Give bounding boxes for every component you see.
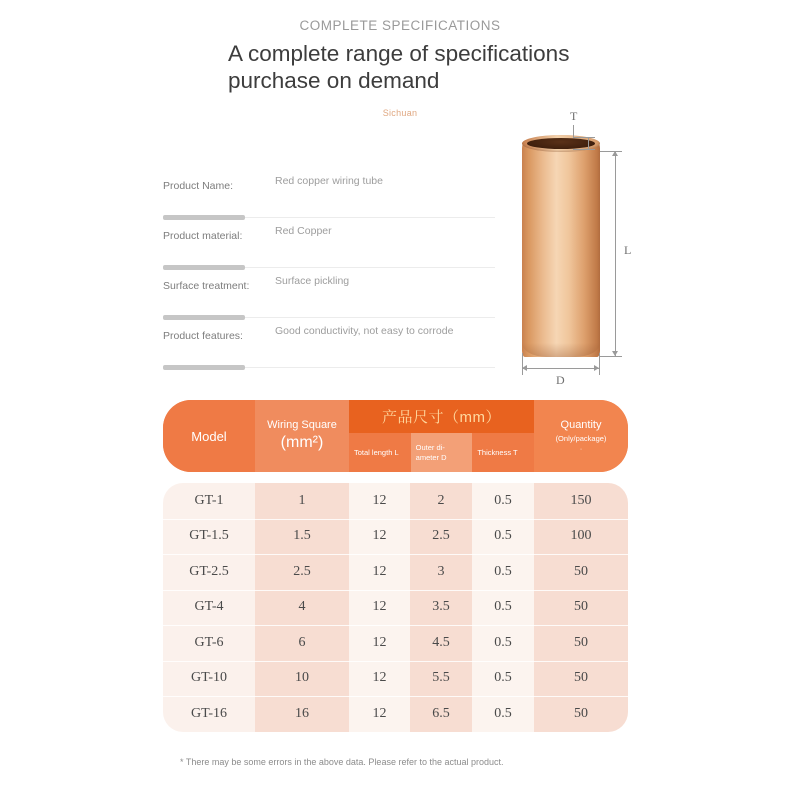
dimensions-group-title: 产品尺寸（mm） [349,400,534,433]
table-cell: 50 [534,590,628,626]
table-row [163,483,628,519]
spec-row [163,168,495,218]
table-cell: 0.5 [472,554,534,590]
table-cell: 1 [255,483,349,519]
spec-row [163,318,495,368]
table-cell: 10 [255,661,349,697]
table-cell: 3.5 [410,590,472,626]
table-body [163,483,628,732]
spec-value: Good conductivity, not easy to corrode [275,325,454,337]
table-cell: 12 [349,625,410,661]
dimensions-subheaders [349,433,534,472]
thickness-tick-upper [573,137,595,138]
table-row [163,519,628,555]
watermark-text: Sichuan [382,108,418,118]
length-ext-bottom [600,356,622,357]
table-row [163,554,628,590]
spec-label: Product Name: [163,180,234,192]
table-cell: 0.5 [472,625,534,661]
diameter-ext-right [599,353,600,375]
table-cell: 2.5 [255,554,349,590]
specification-table [163,400,628,732]
table-cell: 5.5 [410,661,472,697]
spec-value: Red copper wiring tube [275,175,383,187]
table-cell: 12 [349,590,410,626]
length-dim-line [615,151,616,356]
spec-label: Surface treatment: [163,280,250,292]
table-cell: 3 [410,554,472,590]
table-cell: 4 [255,590,349,626]
diameter-arrow-left [522,365,527,371]
table-row [163,696,628,732]
table-row [163,661,628,697]
copper-tube-bore [527,138,595,149]
wiring-square-label: Wiring Square [267,419,337,432]
length-dim-label: L [624,243,632,257]
diameter-arrow-right [594,365,599,371]
column-header-thickness: Thickness T [472,433,534,472]
table-header [163,400,628,472]
table-cell: 150 [534,483,628,519]
length-ext-top [600,151,622,152]
table-cell: 0.5 [472,483,534,519]
table-cell: GT-10 [163,661,255,697]
table-cell: GT-6 [163,625,255,661]
table-cell: 4.5 [410,625,472,661]
table-cell: 0.5 [472,590,534,626]
table-cell: GT-1 [163,483,255,519]
spec-label: Product features: [163,330,243,342]
table-row [163,590,628,626]
table-cell: 12 [349,661,410,697]
table-cell: 2.5 [410,519,472,555]
diameter-ext-left [522,353,523,375]
table-cell: 50 [534,625,628,661]
table-cell: GT-2.5 [163,554,255,590]
thickness-tick-lower [573,149,595,150]
table-cell: 12 [349,696,410,732]
table-cell: 100 [534,519,628,555]
thickness-dim-label: T [570,109,578,123]
table-cell: 6 [255,625,349,661]
diameter-dim-line [522,368,600,369]
copper-tube-body [522,142,600,357]
table-cell: 0.5 [472,696,534,732]
table-cell: 12 [349,554,410,590]
table-cell: 2 [410,483,472,519]
table-cell: GT-16 [163,696,255,732]
wiring-square-unit: (mm²) [280,433,324,451]
spec-row [163,218,495,268]
length-arrow-top [612,151,618,156]
thickness-dim-line [588,137,589,149]
thickness-leader-line [573,125,574,137]
column-header-dimensions-group [349,400,534,472]
eyebrow-title: COMPLETE SPECIFICATIONS [299,18,501,33]
table-cell: 50 [534,661,628,697]
column-header-wiring-square [255,400,349,472]
diameter-dim-label: D [556,373,565,387]
column-header-total-length: Total length L [349,433,411,472]
length-arrow-bottom [612,351,618,356]
table-cell: 0.5 [472,519,534,555]
product-image [500,109,665,390]
table-cell: 12 [349,483,410,519]
spec-value: Red Copper [275,225,332,237]
spec-label: Product material: [163,230,243,242]
column-header-quantity [534,400,628,472]
table-footnote: * There may be some errors in the above data. Please refer to the actual product. [180,757,504,767]
page-title: A complete range of specifications purchase on demand [228,41,570,93]
table-cell: 1.5 [255,519,349,555]
table-cell: 6.5 [410,696,472,732]
table-cell: 50 [534,696,628,732]
table-cell: 0.5 [472,661,534,697]
table-cell: 50 [534,554,628,590]
spec-divider [163,367,495,368]
column-header-outer-diameter: Outer di- ameter D [411,433,473,472]
column-header-model: Model [163,400,255,472]
table-cell: GT-4 [163,590,255,626]
spec-row [163,268,495,318]
spec-value: Surface pickling [275,275,350,287]
product-spec-list [163,168,495,368]
quantity-mark: · [579,445,583,453]
table-cell: 12 [349,519,410,555]
table-cell: GT-1.5 [163,519,255,555]
table-cell: 16 [255,696,349,732]
quantity-label: Quantity [560,418,602,431]
quantity-unit: (Only/package) [555,434,607,444]
table-row [163,625,628,661]
